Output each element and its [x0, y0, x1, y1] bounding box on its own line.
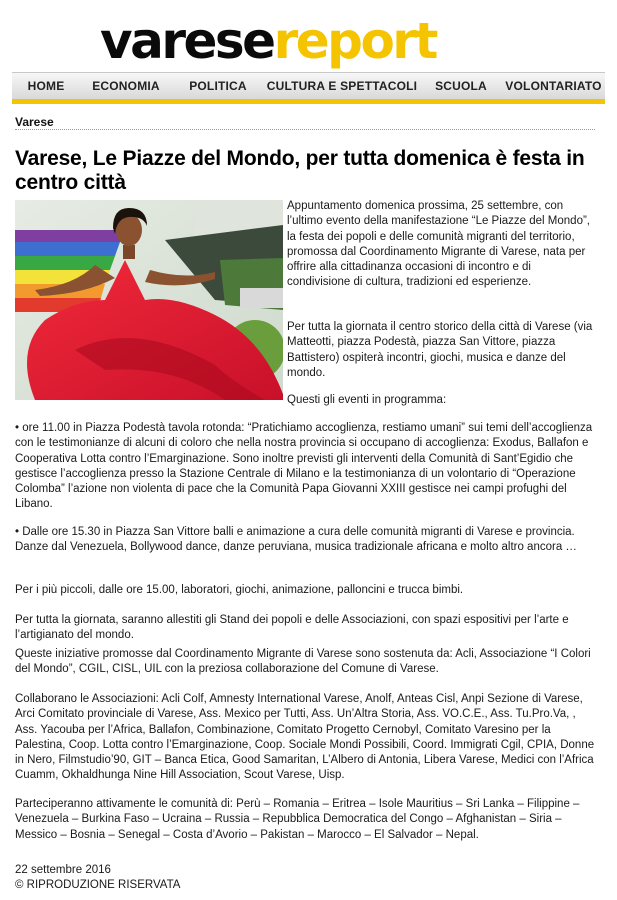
nav-cultura-spettacoli[interactable]: CULTURA E SPETTACOLI [266, 79, 418, 93]
article-photo [15, 200, 283, 400]
main-nav [12, 72, 605, 104]
article-paragraph-5: • Dalle ore 15.30 in Piazza San Vittore balli e animazione a cura delle comunità migranti di Varese e provincia. Danze dal Venezuela, Bollywood dance, danze peruviana, musica tradizionale africana e molto altro ancora … [15, 526, 577, 554]
article-paragraph-7: Per tutta la giornata, saranno allestiti gli Stand dei popoli e delle Associazioni, con spazi espositivi per l’arte e l’artigianato del mondo. [15, 614, 569, 642]
article-paragraph-8: Queste iniziative promosse dal Coordinamento Migrante di Varese sono sostenuta da: Acli, Associazione “I Colori del Mondo”, CGIL, CISL, UIL con la preziosa collaborazione del Comune di Varese. [15, 648, 591, 676]
article-paragraph-6: Per i più piccoli, dalle ore 15.00, laboratori, giochi, animazione, palloncini e trucca bimbi. [15, 584, 464, 596]
site-logo[interactable] [100, 12, 436, 70]
article-paragraph-3: Questi gli eventi in programma: [287, 394, 447, 406]
section-label[interactable]: Varese [15, 115, 54, 129]
article-paragraph-9: Collaborano le Associazioni: Acli Colf, Amnesty International Varese, Anolf, Anteas Cisl, Anpi Sezione di Varese, Arci Comitato provinciale di Varese, Ass. Mexico per Tutti, Ass. Un’Altra Storia, Ass. VO.C.E., Ass. Tu.Pro.Va, , Ass. Yacouba per l’Africa, Ballafon, Combinazione, Comitato Progetto Cernobyl, Comitato Varesino per la Palestina, Coop. Lotta contro l’Emarginazione, Coop. Sociale Mondi Possibili, Coord. Immigrati Cgil, CPIA, Donne in Nero, Filmstudio’90, GIT – Banca Etica, Good Samaritan, L’Albero di Antonia, Libera Varese, Medici con l’Africa Cuamm, Okhaldhunga Nine Hill Association, Scout Varese, Uisp. [15, 693, 595, 782]
copyright-notice: © RIPRODUZIONE RISERVATA [15, 879, 181, 891]
nav-volontariato[interactable]: VOLONTARIATO [505, 79, 602, 93]
nav-scuola[interactable]: SCUOLA [435, 79, 487, 93]
article-paragraph-2: Per tutta la giornata il centro storico della città di Varese (via Matteotti, piazza Podestà, piazza San Vittore, piazza Battistero) ospiterà incontri, giochi, musica e danze del mondo. [287, 321, 593, 379]
article-title: Varese, Le Piazze del Mondo, per tutta domenica è festa in centro città [15, 147, 585, 194]
article-date: 22 settembre 2016 [15, 864, 111, 876]
article-paragraph-10: Parteciperanno attivamente le comunità di: Perù – Romania – Eritrea – Isole Mauritius – Sri Lanka – Filippine – Venezuela – Burkina Faso – Ucraina – Russia – Repubblica Democratica del Congo – Afghanistan – Siria – Messico – Bosnia – Senegal – Costa d’Avorio – Pakistan – Marocco – El Salvador – Nepal. [15, 798, 580, 841]
logo-varese: varese [100, 12, 274, 70]
nav-politica[interactable]: POLITICA [189, 79, 247, 93]
article-paragraph-4: • ore 11.00 in Piazza Podestà tavola rotonda: “Pratichiamo accoglienza, restiamo umani” sui temi dell’accoglienza con le testimonianze di alcuni di coloro che nella nostra provincia si occupano di accoglienza: Exodus, Ballafon e Cooperativa Lotta contro l’Emarginazione. Sono inoltre previsti gli interventi della Comunità di Sant’Egidio che gestisce l’accoglienza presso la Stazione Centrale di Milano e la testimonianza di un volontario di “Operazione Colomba” l’azione non violenta di pace che la Comunità Papa Giovanni XXIII gestisce nei campi profughi del Libano. [15, 422, 593, 511]
nav-economia[interactable]: ECONOMIA [92, 79, 160, 93]
section-divider [15, 129, 595, 130]
logo-report: report [273, 12, 436, 70]
article-paragraph-1: Appuntamento domenica prossima, 25 settembre, con l’ultimo evento della manifestazione “Le Piazze del Mondo”, la festa dei popoli e delle comunità migranti del territorio, promossa dal Coordinamento Migrante di Varese, nata per offrire alla cittadinanza occasioni di incontro e di condivisione di cultura, tradizioni ed esperienze. [287, 200, 590, 289]
nav-home[interactable]: HOME [27, 79, 65, 93]
